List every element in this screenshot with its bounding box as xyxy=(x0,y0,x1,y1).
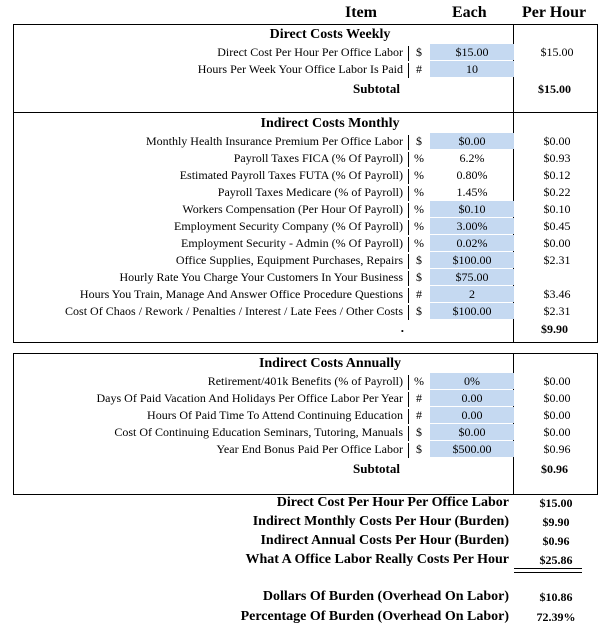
annual-row-divider xyxy=(408,375,409,390)
annual-row-label: Retirement/401k Benefits (% of Payroll) xyxy=(207,374,403,388)
monthly-row-each[interactable]: 2 xyxy=(430,286,514,302)
weekly-row xyxy=(0,61,613,78)
annual-row-label: Cost Of Continuing Education Seminars, Tutoring, Manuals xyxy=(114,425,403,439)
annual-row-unit: # xyxy=(416,408,422,422)
burden-label: Dollars Of Burden (Overhead On Labor) xyxy=(262,589,509,604)
monthly-row-per-hour: $0.22 xyxy=(543,185,571,199)
monthly-row xyxy=(0,286,613,303)
monthly-row xyxy=(0,167,613,184)
weekly-title: Direct Costs Weekly xyxy=(269,27,391,42)
header-item: Item xyxy=(345,4,377,21)
annual-subtotal-value: $0.96 xyxy=(541,462,568,476)
monthly-row-unit: % xyxy=(414,219,424,233)
monthly-row-label: Workers Compensation (Per Hour Of Payroll) xyxy=(182,202,403,216)
weekly-subtotal-value: $15.00 xyxy=(538,82,571,96)
monthly-row-each[interactable]: $0.00 xyxy=(430,133,514,149)
monthly-row-per-hour: $0.93 xyxy=(543,151,571,165)
monthly-row-label: Monthly Health Insurance Premium Per Office Labor xyxy=(145,134,403,148)
annual-row-per-hour: $0.00 xyxy=(543,391,571,405)
annual-row-per-hour: $0.00 xyxy=(543,374,571,388)
monthly-row-each[interactable]: 0.02% xyxy=(430,235,514,251)
monthly-row xyxy=(0,303,613,320)
monthly-row-each[interactable]: $100.00 xyxy=(430,252,514,268)
monthly-row-divider xyxy=(408,271,409,286)
monthly-row xyxy=(0,201,613,218)
monthly-row-per-hour: $2.31 xyxy=(543,304,571,318)
annual-row-each[interactable]: $500.00 xyxy=(430,441,514,457)
annual-row xyxy=(0,424,613,441)
weekly-row-label: Hours Per Week Your Office Labor Is Paid xyxy=(197,62,403,76)
monthly-row-per-hour: $0.12 xyxy=(543,168,571,182)
annual-row-each[interactable]: 0.00 xyxy=(430,390,514,406)
annual-row-per-hour: $0.96 xyxy=(543,442,571,456)
total-underline xyxy=(514,568,582,573)
weekly-row-unit: $ xyxy=(416,45,422,59)
annual-row xyxy=(0,373,613,390)
monthly-title: Indirect Costs Monthly xyxy=(260,116,400,131)
monthly-row-divider xyxy=(408,169,409,184)
monthly-row-per-hour: $3.46 xyxy=(543,287,571,301)
annual-row-each[interactable]: $0.00 xyxy=(430,424,514,440)
monthly-row-unit: % xyxy=(414,168,424,182)
monthly-row-divider xyxy=(408,186,409,201)
monthly-row-per-hour: $0.00 xyxy=(543,236,571,250)
monthly-row-each[interactable]: 0.80% xyxy=(456,168,488,182)
burden-value: 72.39% xyxy=(536,610,576,624)
monthly-row-divider xyxy=(408,152,409,167)
weekly-row-divider xyxy=(408,46,409,61)
monthly-row-divider xyxy=(408,288,409,303)
annual-row-label: Year End Bonus Paid Per Office Labor xyxy=(216,442,403,456)
weekly-row-each[interactable]: $15.00 xyxy=(430,44,514,60)
monthly-row xyxy=(0,184,613,201)
weekly-row-per-hour: $15.00 xyxy=(540,45,574,59)
monthly-row-divider xyxy=(408,203,409,218)
monthly-row-divider xyxy=(408,254,409,269)
annual-row xyxy=(0,441,613,458)
monthly-row-label: Payroll Taxes FICA (% Of Payroll) xyxy=(233,151,403,165)
weekly-row-label: Direct Cost Per Hour Per Office Labor xyxy=(217,45,403,59)
monthly-row-each[interactable]: $100.00 xyxy=(430,303,514,319)
monthly-row-per-hour: $2.31 xyxy=(543,253,571,267)
monthly-row-unit: % xyxy=(414,202,424,216)
annual-row-divider xyxy=(408,392,409,407)
annual-row-unit: # xyxy=(416,391,422,405)
monthly-row-label: Payroll Taxes Medicare (% of Payroll) xyxy=(217,185,403,199)
annual-row-divider xyxy=(408,443,409,458)
summary-value: $15.00 xyxy=(539,496,573,510)
weekly-row-unit: # xyxy=(416,62,422,76)
monthly-row-label: Office Supplies, Equipment Purchases, Repairs xyxy=(175,253,403,267)
monthly-row-divider xyxy=(408,220,409,235)
monthly-row-each[interactable]: $75.00 xyxy=(430,269,514,285)
monthly-row-unit: $ xyxy=(416,270,422,284)
monthly-row-unit: % xyxy=(414,151,424,165)
burden-label: Percentage Of Burden (Overhead On Labor) xyxy=(240,609,509,624)
monthly-row-each[interactable]: $0.10 xyxy=(430,201,514,217)
monthly-row-divider xyxy=(408,135,409,150)
annual-row-per-hour: $0.00 xyxy=(543,425,571,439)
monthly-row xyxy=(0,150,613,167)
weekly-subtotal-label: Subtotal xyxy=(353,81,400,96)
summary-label: What A Office Labor Really Costs Per Hour xyxy=(245,552,509,567)
monthly-row xyxy=(0,269,613,286)
monthly-row-unit: % xyxy=(414,236,424,250)
burden-value: $10.86 xyxy=(539,590,573,604)
monthly-row-each[interactable]: 6.2% xyxy=(459,151,485,165)
annual-row-unit: % xyxy=(414,374,424,388)
monthly-row-label: Employment Security Company (% Of Payroll) xyxy=(174,219,403,233)
header-each: Each xyxy=(452,4,487,21)
annual-row-unit: $ xyxy=(416,442,422,456)
monthly-row-per-hour: $0.45 xyxy=(543,219,571,233)
annual-row-each[interactable]: 0% xyxy=(430,373,514,389)
monthly-row xyxy=(0,133,613,150)
annual-row-divider xyxy=(408,409,409,424)
header-per-hour: Per Hour xyxy=(522,4,587,21)
monthly-row-each[interactable]: 3.00% xyxy=(430,218,514,234)
monthly-row-label: Estimated Payroll Taxes FUTA (% Of Payroll) xyxy=(179,168,403,182)
summary-value: $0.96 xyxy=(542,534,570,548)
monthly-row-per-hour: $0.10 xyxy=(543,202,571,216)
monthly-row-label: Hours You Train, Manage And Answer Office Procedure Questions xyxy=(79,287,403,301)
weekly-row xyxy=(0,44,613,61)
monthly-row-unit: % xyxy=(414,185,424,199)
annual-title: Indirect Costs Annually xyxy=(258,356,402,371)
monthly-row-divider xyxy=(408,305,409,320)
annual-row-per-hour: $0.00 xyxy=(543,408,571,422)
monthly-row-label: Cost Of Chaos / Rework / Penalties / Interest / Late Fees / Other Costs xyxy=(65,304,403,318)
weekly-row-each[interactable]: 10 xyxy=(430,61,514,77)
annual-row-label: Hours Of Paid Time To Attend Continuing Education xyxy=(147,408,403,422)
monthly-row-unit: # xyxy=(416,287,422,301)
monthly-subtotal-label: . xyxy=(400,320,404,335)
monthly-row-unit: $ xyxy=(416,134,422,148)
summary-label: Direct Cost Per Hour Per Office Labor xyxy=(276,495,509,510)
annual-row-label: Days Of Paid Vacation And Holidays Per Office Labor Per Year xyxy=(96,391,403,405)
summary-label: Indirect Annual Costs Per Hour (Burden) xyxy=(260,533,509,548)
annual-row-unit: $ xyxy=(416,425,422,439)
summary-value: $25.86 xyxy=(539,553,573,567)
monthly-row xyxy=(0,252,613,269)
monthly-row-label: Hourly Rate You Charge Your Customers In Your Business xyxy=(119,270,403,284)
monthly-subtotal-value: $9.90 xyxy=(541,322,568,336)
monthly-row-each[interactable]: 1.45% xyxy=(456,185,488,199)
annual-row xyxy=(0,407,613,424)
annual-row-divider xyxy=(408,426,409,441)
annual-row xyxy=(0,390,613,407)
summary-label: Indirect Monthly Costs Per Hour (Burden) xyxy=(252,514,509,529)
monthly-row-divider xyxy=(408,237,409,252)
weekly-row-divider xyxy=(408,63,409,78)
monthly-row-unit: $ xyxy=(416,253,422,267)
monthly-row-per-hour: $0.00 xyxy=(543,134,571,148)
monthly-row-unit: $ xyxy=(416,304,422,318)
monthly-row xyxy=(0,235,613,252)
annual-subtotal-label: Subtotal xyxy=(353,461,400,476)
summary-value: $9.90 xyxy=(542,515,570,529)
monthly-row-label: Employment Security - Admin (% Of Payroll) xyxy=(181,236,403,250)
annual-row-each[interactable]: 0.00 xyxy=(430,407,514,423)
monthly-row xyxy=(0,218,613,235)
